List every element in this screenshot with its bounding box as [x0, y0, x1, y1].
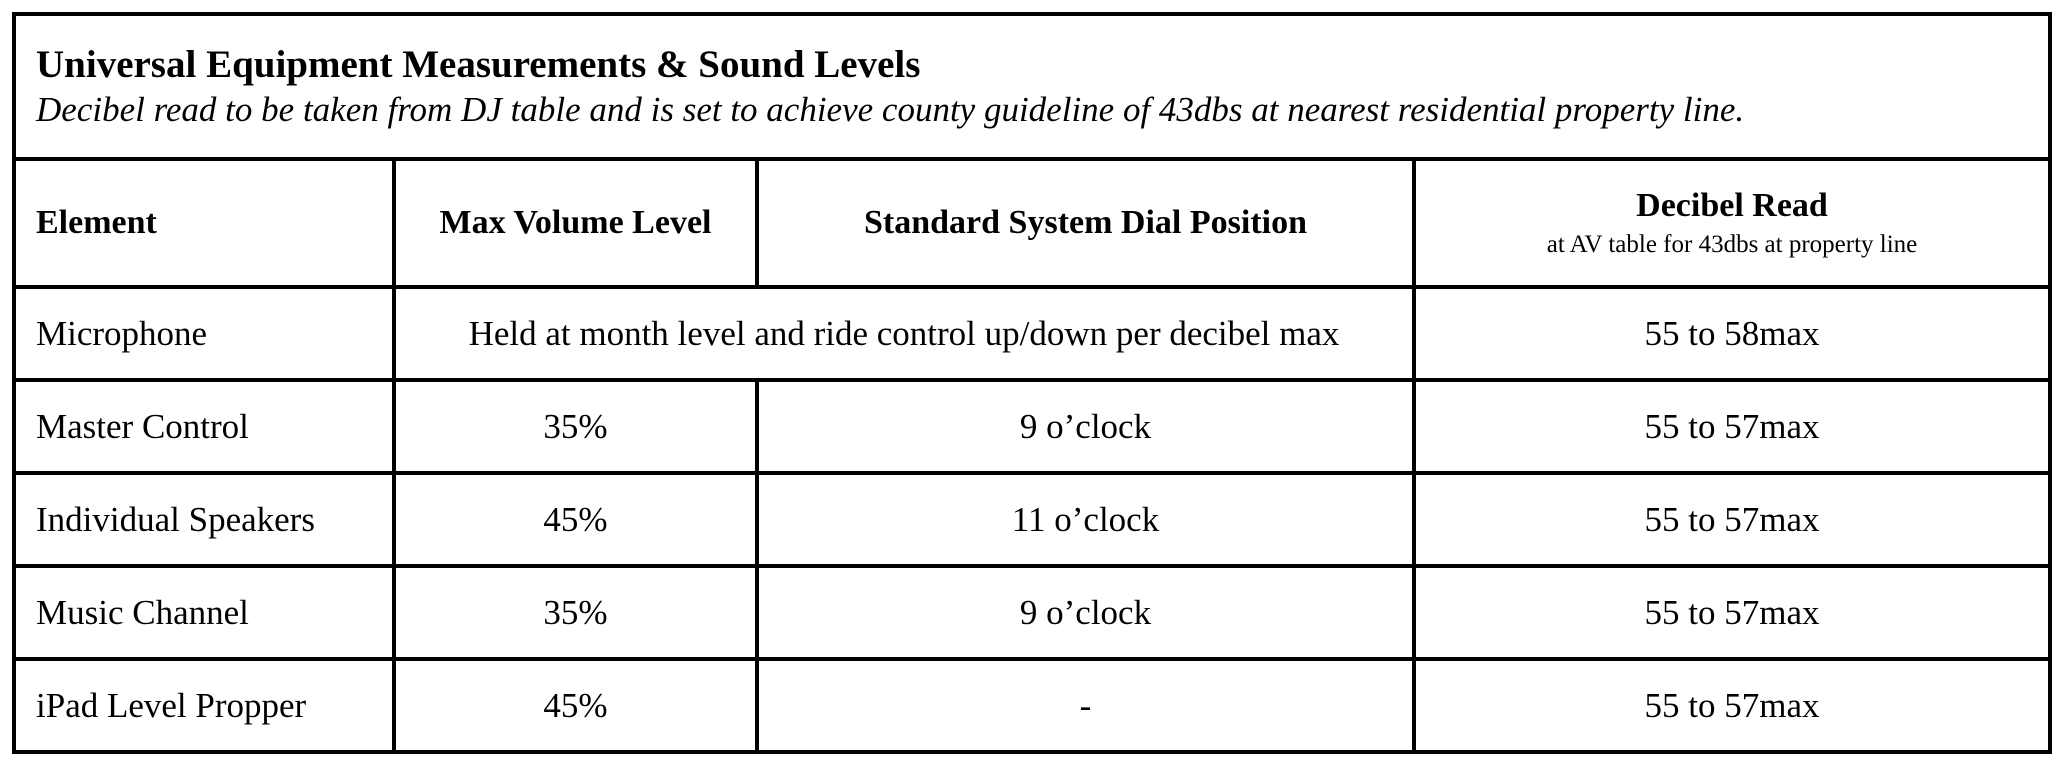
title-cell — [14, 14, 2050, 159]
header-max-volume: Max Volume Level — [394, 159, 757, 287]
cell-merged-instruction: Held at month level and ride control up/down per decibel max — [394, 287, 1414, 380]
table-row-ipad-level-propper — [14, 659, 2050, 752]
header-element: Element — [14, 159, 394, 287]
cell-element: Music Channel — [14, 566, 394, 659]
cell-decibel: 55 to 57max — [1414, 659, 2050, 752]
sound-levels-table — [12, 12, 2052, 754]
cell-decibel: 55 to 58max — [1414, 287, 2050, 380]
cell-decibel: 55 to 57max — [1414, 566, 2050, 659]
cell-element: Individual Speakers — [14, 473, 394, 566]
table-row-master-control — [14, 380, 2050, 473]
cell-element: Master Control — [14, 380, 394, 473]
cell-decibel: 55 to 57max — [1414, 473, 2050, 566]
cell-element: Microphone — [14, 287, 394, 380]
table-row-individual-speakers — [14, 473, 2050, 566]
cell-dial-position: 9 o’clock — [757, 380, 1414, 473]
table-row-music-channel — [14, 566, 2050, 659]
cell-decibel: 55 to 57max — [1414, 380, 2050, 473]
cell-element: iPad Level Propper — [14, 659, 394, 752]
header-decibel-read-note: at AV table for 43dbs at property line — [1546, 231, 1918, 258]
equipment-sound-levels-sheet — [12, 12, 2048, 754]
cell-max-volume: 45% — [394, 659, 757, 752]
table-subtitle: Decibel read to be taken from DJ table and is set to achieve county guideline of 43dbs at nearest residential property line. — [36, 89, 1745, 129]
header-decibel-read: Decibel Read at AV table for 43dbs at property line — [1414, 159, 2050, 287]
cell-max-volume: 35% — [394, 566, 757, 659]
cell-dial-position: 11 o’clock — [757, 473, 1414, 566]
header-dial-position: Standard System Dial Position — [757, 159, 1414, 287]
cell-dial-position: 9 o’clock — [757, 566, 1414, 659]
title-row — [14, 14, 2050, 159]
header-row — [14, 159, 2050, 287]
table-title: Universal Equipment Measurements & Sound Levels — [36, 42, 921, 86]
cell-max-volume: 45% — [394, 473, 757, 566]
cell-dial-position: - — [757, 659, 1414, 752]
table-row-microphone — [14, 287, 2050, 380]
cell-max-volume: 35% — [394, 380, 757, 473]
